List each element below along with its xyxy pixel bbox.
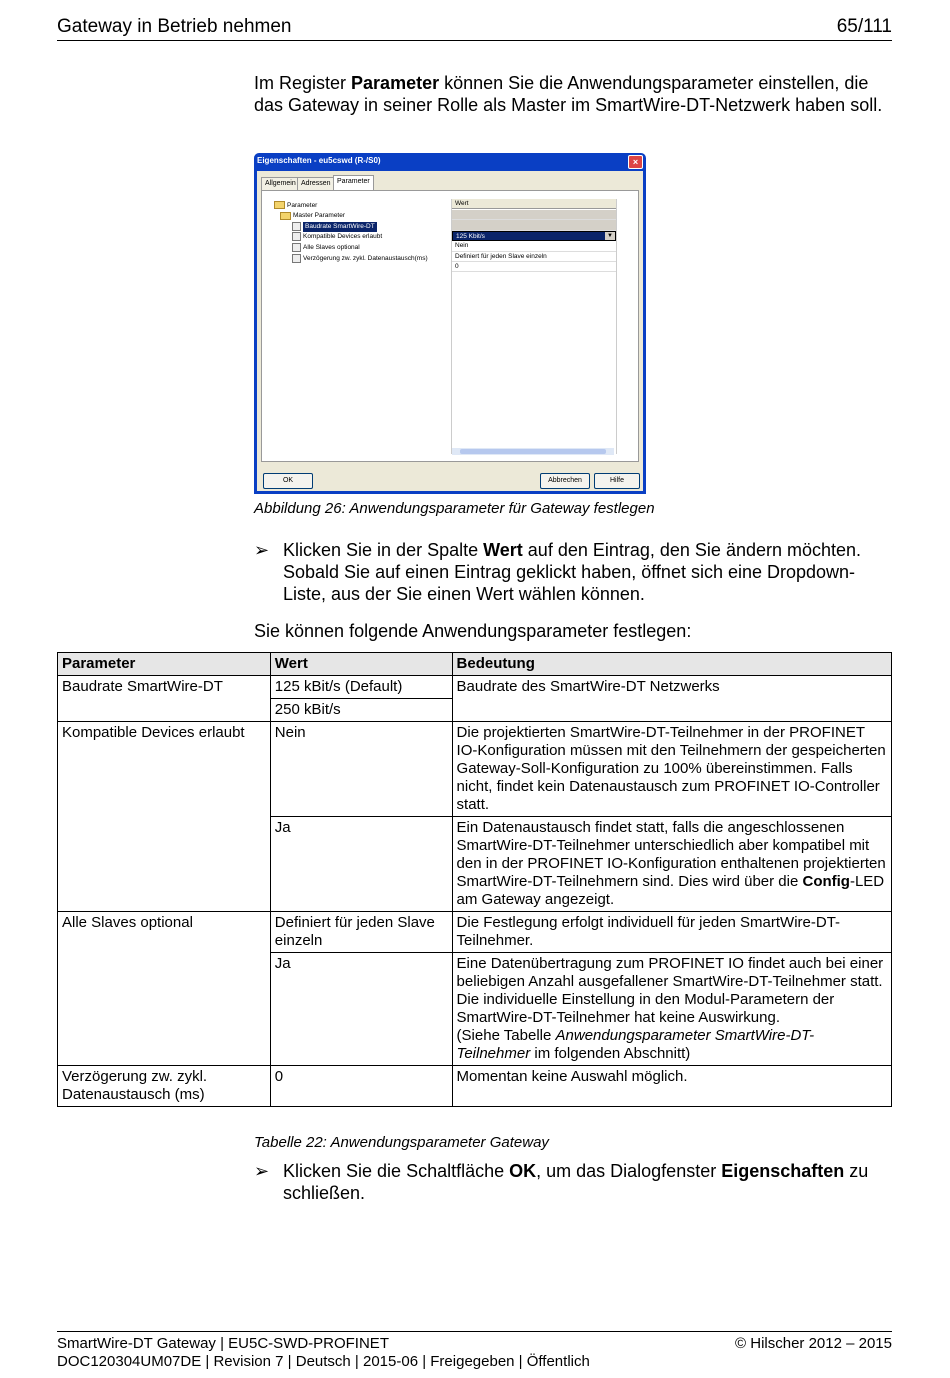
tab-parameter[interactable]: Parameter <box>333 175 374 191</box>
tab-allgemein[interactable]: Allgemein <box>261 177 300 190</box>
tree-item[interactable]: Verzögerung zw. zykl. Datenaustausch(ms) <box>274 254 452 265</box>
table-header-row <box>58 653 892 676</box>
meaning-cell: Die Festlegung erfolgt individuell für jeden SmartWire-DT-Teilnehmer. <box>452 912 891 953</box>
meaning-cell: Die projektierten SmartWire-DT-Teilnehmer in der PROFINET IO-Konfiguration müssen mit den Teilnehmern der gespeicherten Gateway-Soll-Konfiguration zu 100% übereinstimmen. Falls nicht, findet kein Datenaustausch zum PROFINET IO-Controller statt. <box>452 722 891 817</box>
tree-item[interactable]: Parameter <box>274 201 452 211</box>
footer-product: SmartWire-DT Gateway | EU5C-SWD-PROFINET <box>57 1335 389 1352</box>
help-button[interactable]: Hilfe <box>594 473 640 489</box>
table-row <box>58 676 892 699</box>
parameter-tree <box>274 201 452 311</box>
footer-copyright: © Hilscher 2012 – 2015 <box>735 1335 892 1352</box>
meaning-cell: Ein Datenaustausch findet statt, falls die angeschlossenen SmartWire-DT-Teilnehmer unterschiedlich aber kompatibel mit den in der PROFINET IO-Konfiguration enthaltenen projektierten SmartWire-DT-Teilnehmern sind. Dies wird über die Config-LED am Gateway angezeigt. <box>452 817 891 912</box>
value-row[interactable]: Definiert für jeden Slave einzeln <box>452 252 616 262</box>
meaning-cell: Baudrate des SmartWire-DT Netzwerks <box>452 676 891 722</box>
value-row[interactable]: Nein <box>452 241 616 251</box>
value-cell: Ja <box>270 817 452 912</box>
value-cell: 0 <box>270 1066 452 1107</box>
arrow-bullet-icon: ➢ <box>254 1161 270 1181</box>
properties-dialog <box>254 153 646 494</box>
value-cell: Ja <box>270 953 452 1066</box>
table-row <box>58 1066 892 1107</box>
parameter-icon <box>292 243 301 252</box>
value-cell: 250 kBit/s <box>270 699 452 722</box>
value-cell: Nein <box>270 722 452 817</box>
folder-icon <box>280 212 291 220</box>
col-header-wert: Wert <box>270 653 452 676</box>
parameter-icon <box>292 232 301 241</box>
value-cell: Definiert für jeden Slave einzeln <box>270 912 452 953</box>
close-icon[interactable]: × <box>628 155 643 169</box>
param-cell: Kompatible Devices erlaubt <box>58 722 271 912</box>
tree-item[interactable]: Kompatible Devices erlaubt <box>274 232 452 243</box>
header-title: Gateway in Betrieb nehmen <box>57 16 292 37</box>
chevron-down-icon[interactable]: ▼ <box>605 232 615 241</box>
ok-button[interactable]: OK <box>263 473 313 489</box>
dialog-body <box>257 171 643 491</box>
value-column <box>451 199 617 454</box>
intro-paragraph: Im Register Parameter können Sie die Anwendungsparameter einstellen, die das Gateway in seiner Rolle als Master im SmartWire-DT-Netzwerk haben soll. <box>254 73 883 115</box>
tree-item[interactable]: Master Parameter <box>274 211 452 221</box>
instruction-bullet-2: ➢ Klicken Sie die Schaltfläche OK, um das Dialogfenster Eigenschaften zu schließen. <box>254 1161 869 1203</box>
col-header-bedeutung: Bedeutung <box>452 653 891 676</box>
header-rule <box>57 40 892 41</box>
arrow-bullet-icon: ➢ <box>254 540 270 560</box>
param-cell: Baudrate SmartWire-DT <box>58 676 271 722</box>
param-cell: Alle Slaves optional <box>58 912 271 1066</box>
dialog-title: Eigenschaften - eu5cswd (R-/S0) <box>257 156 381 165</box>
cancel-button[interactable]: Abbrechen <box>540 473 590 489</box>
value-row[interactable]: 0 <box>452 262 616 272</box>
table-row <box>58 912 892 953</box>
table-caption: Tabelle 22: Anwendungsparameter Gateway <box>254 1134 549 1151</box>
parameter-table <box>57 652 892 1107</box>
param-cell: Verzögerung zw. zykl. Datenaustausch (ms) <box>58 1066 271 1107</box>
parameter-panel <box>261 190 639 462</box>
tree-item[interactable]: Baudrate SmartWire-DT <box>274 222 452 233</box>
table-row <box>58 722 892 817</box>
value-cell: 125 kBit/s (Default) <box>270 676 452 699</box>
parameter-icon <box>292 222 301 231</box>
horizontal-scrollbar[interactable] <box>452 448 614 455</box>
tab-adressen[interactable]: Adressen <box>297 177 335 190</box>
folder-icon <box>274 201 285 209</box>
footer-rule <box>57 1331 892 1332</box>
baudrate-dropdown[interactable]: 125 Kbit/s ▼ <box>452 231 616 241</box>
table-lead-text: Sie können folgende Anwendungsparameter festlegen: <box>254 621 692 641</box>
scrollbar-thumb[interactable] <box>460 449 606 454</box>
value-column-header: Wert <box>452 199 616 209</box>
footer-document-info: DOC120304UM07DE | Revision 7 | Deutsch | 2015-06 | Freigegeben | Öffentlich <box>57 1353 590 1370</box>
figure-caption: Abbildung 26: Anwendungsparameter für Gateway festlegen <box>254 500 655 517</box>
value-row <box>452 210 616 220</box>
col-header-parameter: Parameter <box>58 653 271 676</box>
instruction-bullet-1: ➢ Klicken Sie in der Spalte Wert auf den Eintrag, den Sie ändern möchten. Sobald Sie auf einen Eintrag geklickt haben, öffnet sich eine Dropdown-Liste, aus der Sie einen Wert wählen können. <box>254 540 862 604</box>
meaning-cell: Momentan keine Auswahl möglich. <box>452 1066 891 1107</box>
page-number: 65/111 <box>836 16 892 37</box>
meaning-cell: Eine Datenübertragung zum PROFINET IO findet auch bei einer beliebigen Anzahl ausgefallener SmartWire-DT-Teilnehmer statt. Die individuelle Einstellung in den Modul-Parametern der SmartWire-DT-Teilnehmer hat keine Auswirkung. (Siehe Tabelle Anwendungsparameter SmartWire-DT-Teilnehmer im folgenden Abschnitt) <box>452 953 891 1066</box>
tree-item[interactable]: Alle Slaves optional <box>274 243 452 254</box>
term-parameter: Parameter <box>351 73 440 93</box>
parameter-icon <box>292 254 301 263</box>
value-row <box>452 220 616 230</box>
